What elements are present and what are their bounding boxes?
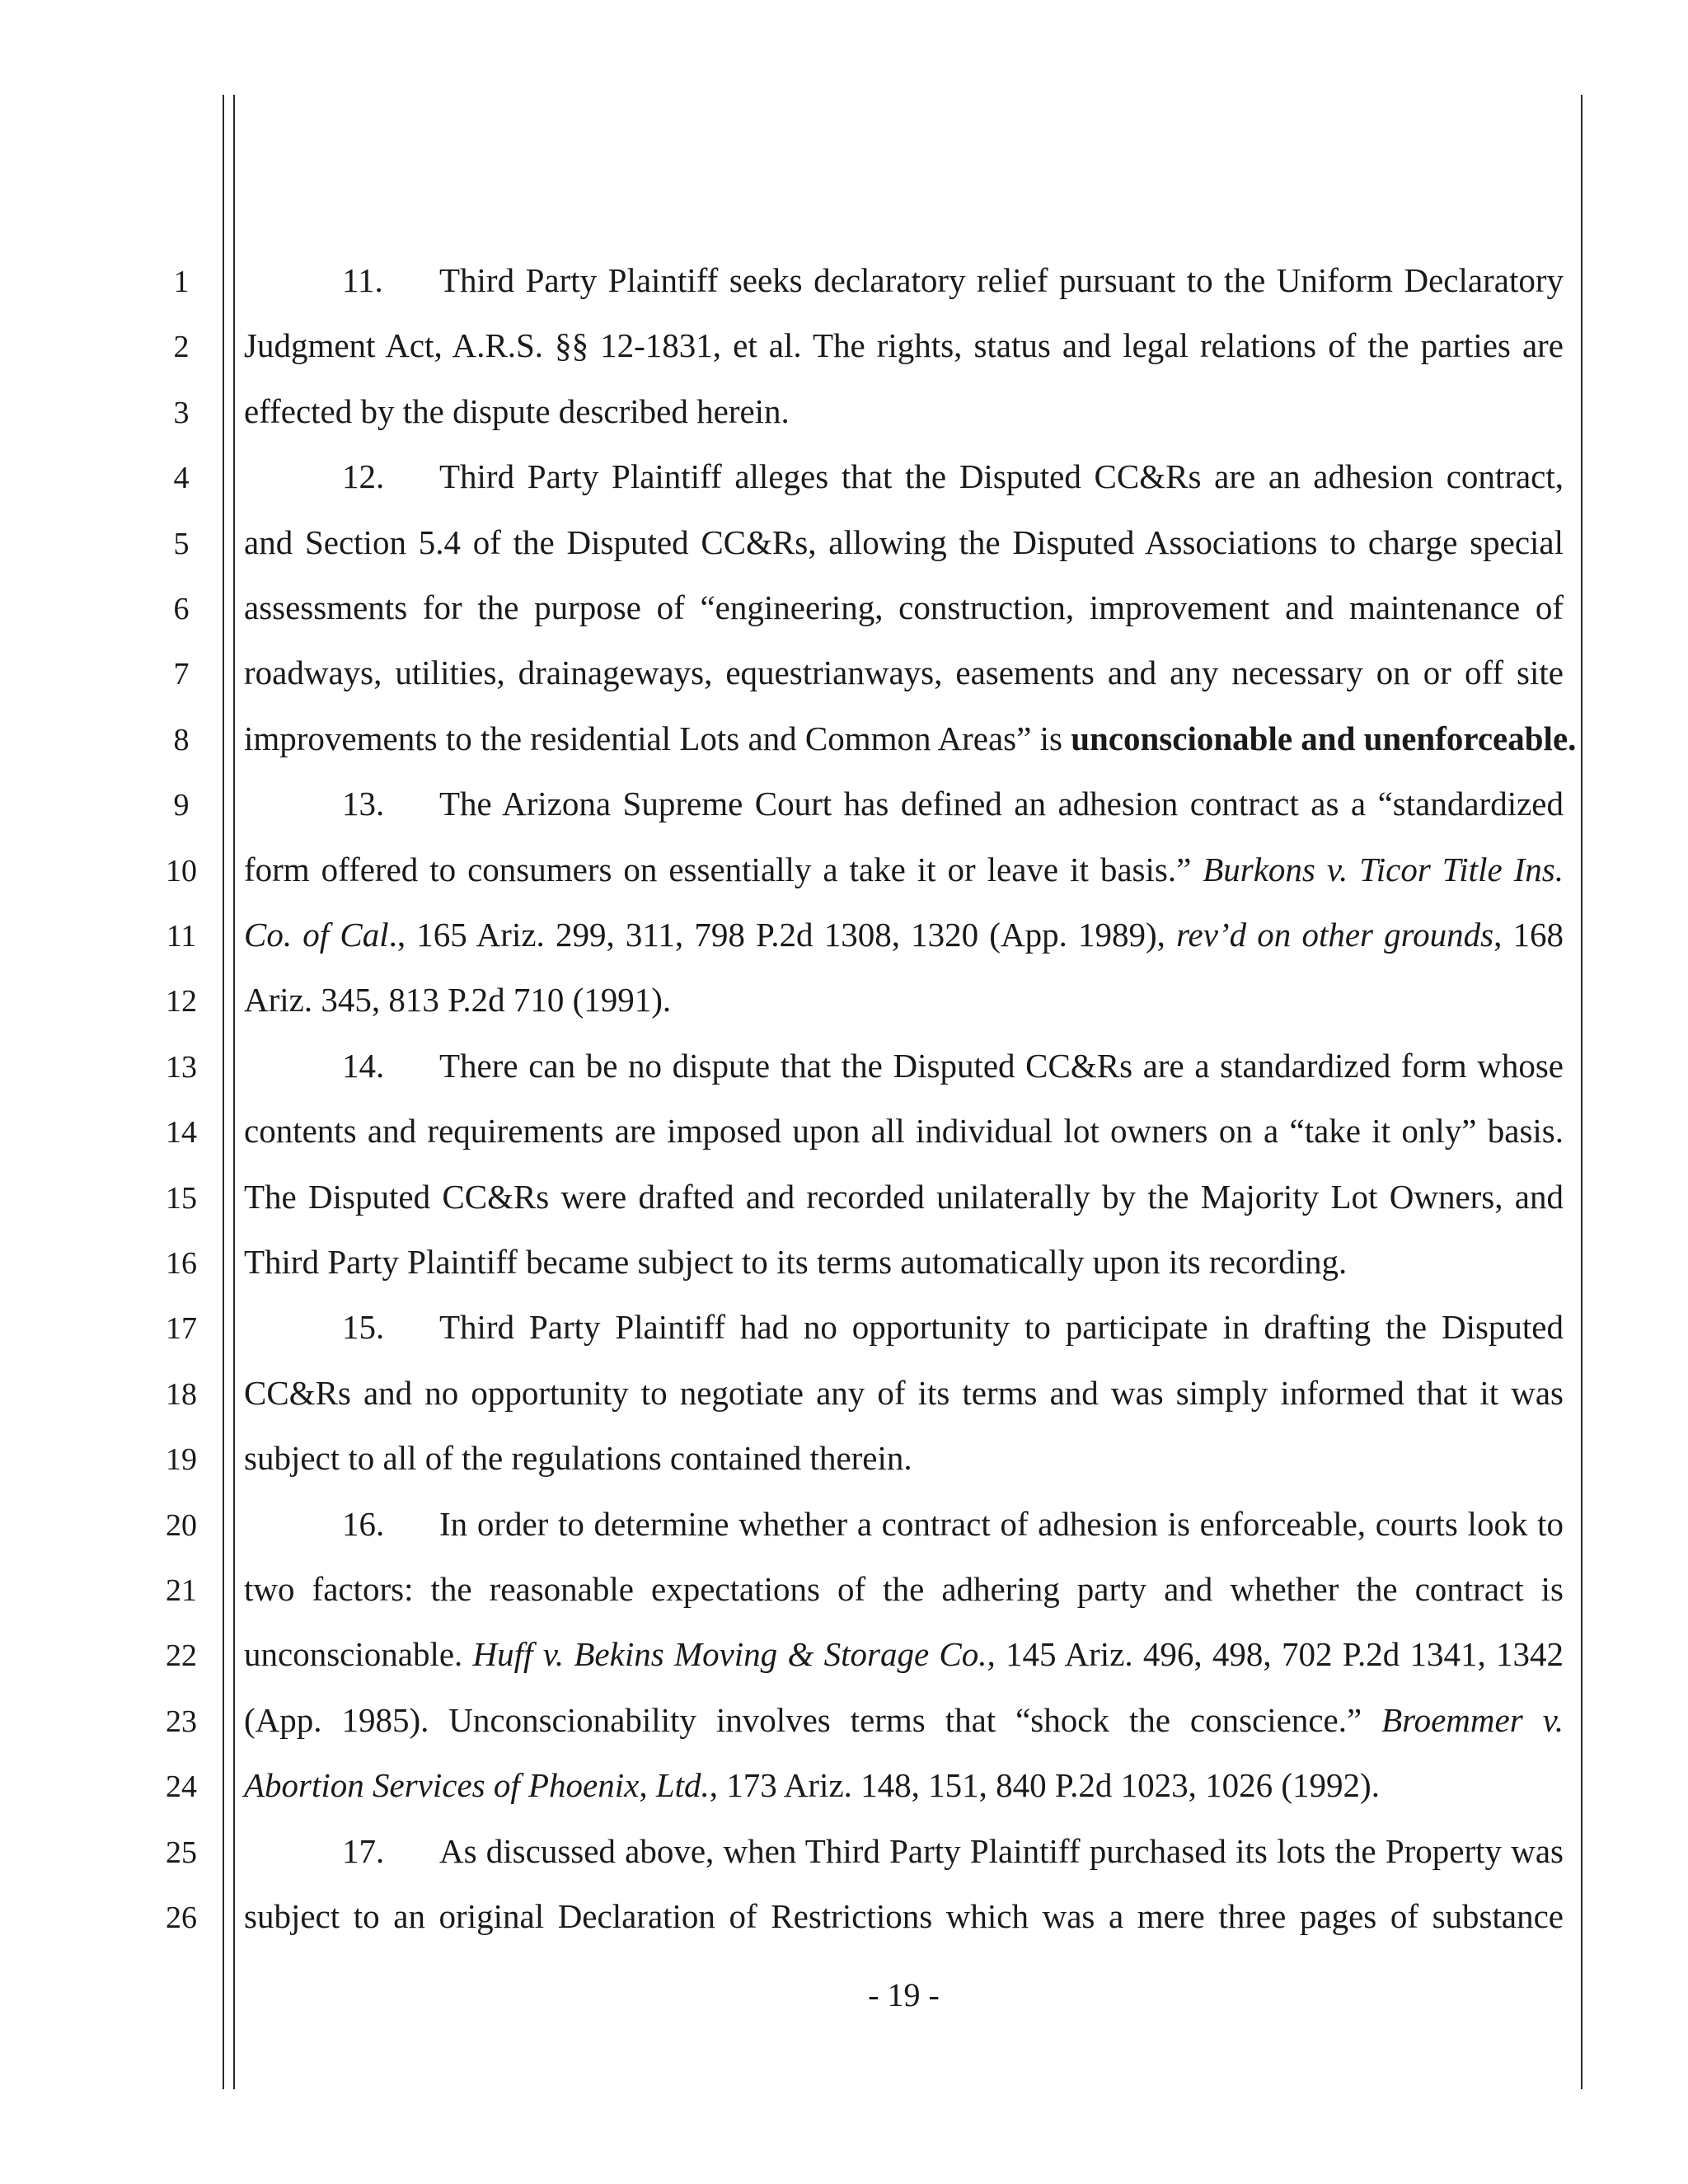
line-number: 22 xyxy=(166,1638,197,1674)
line-number: 14 xyxy=(166,1115,197,1151)
line-number: 10 xyxy=(166,853,197,888)
line-number: 1 xyxy=(173,265,190,299)
text-line xyxy=(244,915,1564,954)
paragraph-number: 15. xyxy=(342,1308,385,1347)
text-run: Third Party Plaintiff alleges that the Disputed CC&Rs are an adhesion contract, xyxy=(439,457,1564,496)
text-run: There can be no dispute that the Disputed CC&Rs are a standardized form whose xyxy=(439,1046,1564,1085)
text-line xyxy=(244,1111,1564,1151)
text-run: contents and requirements are imposed upon all individual lot owners on a “take it only” basis. xyxy=(244,1112,1564,1151)
text-run: Third Party Plaintiff became subject to its terms automatically upon its recording. xyxy=(244,1243,1348,1281)
paragraph-number: 11. xyxy=(342,261,383,299)
paragraph-number: 17. xyxy=(342,1831,385,1870)
text-run: The Disputed CC&Rs were drafted and recorded unilaterally by the Majority Lot Owners, and xyxy=(244,1177,1564,1216)
line-number: 5 xyxy=(173,526,190,561)
line-number: 8 xyxy=(173,722,190,757)
text-run: improvements to the residential Lots and Common Areas” is xyxy=(244,719,1071,757)
line-number: 26 xyxy=(166,1900,197,1935)
text-run: 145 Ariz. 496, 498, 702 P.2d 1341, 1342 xyxy=(995,1635,1564,1674)
text-line xyxy=(244,326,1564,365)
text-run: form offered to consumers on essentially a take it or leave it basis.” xyxy=(244,850,1203,888)
paragraph-number: 16. xyxy=(342,1504,385,1543)
text-line xyxy=(342,1831,1564,1871)
paragraph-number: 14. xyxy=(342,1046,385,1085)
bold-text: unconscionable and unenforceable. xyxy=(1071,719,1577,757)
text-line xyxy=(244,1569,1564,1609)
line-number: 3 xyxy=(173,395,190,430)
line-number: 11 xyxy=(166,919,197,954)
text-line xyxy=(244,1177,1564,1216)
line-number: 7 xyxy=(173,657,190,692)
text-run: roadways, utilities, drainageways, equestrianways, easements and any necessary on or off site xyxy=(244,654,1564,692)
text-line xyxy=(244,1634,1564,1674)
text-line xyxy=(342,457,1564,496)
text-run: The Arizona Supreme Court has defined an adhesion contract as a “standardized xyxy=(439,785,1564,823)
text-run: In order to determine whether a contract of adhesion is enforceable, courts look to xyxy=(439,1504,1564,1543)
text-line xyxy=(244,1373,1564,1413)
text-line xyxy=(342,1046,1564,1085)
text-line xyxy=(244,1896,1564,1936)
line-number: 18 xyxy=(166,1376,197,1412)
line-number: 19 xyxy=(166,1442,197,1478)
line-number: 16 xyxy=(166,1246,197,1281)
line-number: 9 xyxy=(173,788,190,823)
text-line xyxy=(244,1242,1564,1282)
text-run: Third Party Plaintiff had no opportunity to participate in drafting the Disputed xyxy=(439,1308,1564,1347)
text-line xyxy=(244,391,1564,431)
line-number: 20 xyxy=(166,1507,197,1543)
text-run: effected by the dispute described herein. xyxy=(244,391,790,430)
paragraph-number: 12. xyxy=(342,457,385,496)
line-number: 23 xyxy=(166,1704,197,1739)
text-line xyxy=(244,523,1564,562)
text-line xyxy=(244,653,1564,692)
text-line xyxy=(244,1700,1564,1740)
line-number: 2 xyxy=(173,330,190,365)
text-line xyxy=(244,1765,1564,1805)
text-line xyxy=(342,1504,1564,1544)
text-line xyxy=(342,260,1564,300)
text-line xyxy=(342,1307,1564,1347)
text-line xyxy=(244,719,1577,758)
line-number: 24 xyxy=(166,1769,197,1805)
page-number: - 19 - xyxy=(868,1976,940,2013)
text-run: , 168 xyxy=(1493,916,1564,954)
text-line xyxy=(244,980,1564,1019)
left-margin-rule-inner xyxy=(233,95,235,2089)
text-run: Third Party Plaintiff seeks declaratory relief pursuant to the Uniform Declaratory xyxy=(439,261,1564,299)
left-margin-rule-outer xyxy=(223,95,224,2089)
case-citation: rev’d on other grounds xyxy=(1176,916,1494,954)
line-number: 13 xyxy=(166,1049,197,1085)
text-run: unconscionable. xyxy=(244,1635,473,1674)
text-run: assessments for the purpose of “engineering, construction, improvement and maintenance of xyxy=(244,588,1564,626)
text-run: subject to an original Declaration of Restrictions which was a mere three pages of substance xyxy=(244,1897,1564,1935)
line-number: 4 xyxy=(173,461,190,496)
text-run: subject to all of the regulations contained therein. xyxy=(244,1439,912,1478)
text-run: Ariz. 345, 813 P.2d 710 (1991). xyxy=(244,981,672,1019)
right-margin-rule xyxy=(1581,95,1582,2089)
text-run: ., 165 Ariz. 299, 311, 798 P.2d 1308, 1320 (App. 1989), xyxy=(388,916,1177,954)
line-number: 25 xyxy=(166,1835,197,1870)
text-run: two factors: the reasonable expectations of the adhering party and whether the contract is xyxy=(244,1570,1564,1608)
line-number: 21 xyxy=(166,1573,197,1608)
line-number: 12 xyxy=(166,984,197,1019)
line-number: 15 xyxy=(166,1180,197,1216)
text-run: Judgment Act, A.R.S. §§ 12-1831, et al. The rights, status and legal relations of the parties are xyxy=(244,326,1564,365)
text-run: CC&Rs and no opportunity to negotiate any of its terms and was simply informed that it was xyxy=(244,1373,1564,1412)
case-citation: Broemmer v. xyxy=(1381,1700,1564,1739)
case-citation: Huff v. Bekins Moving & Storage Co., xyxy=(472,1635,996,1674)
text-line xyxy=(244,588,1564,627)
case-citation: Abortion Services of Phoenix, Ltd. xyxy=(244,1766,710,1805)
text-run: (App. 1985). Unconscionability involves terms that “shock the conscience.” xyxy=(244,1700,1382,1739)
text-run: , 173 Ariz. 148, 151, 840 P.2d 1023, 1026 (1992). xyxy=(709,1766,1380,1805)
text-line xyxy=(342,784,1564,823)
line-number: 6 xyxy=(173,592,190,626)
text-line xyxy=(244,1438,1564,1478)
case-citation: Co. of Cal xyxy=(244,916,389,954)
paragraph-number: 13. xyxy=(342,785,385,823)
text-run: As discussed above, when Third Party Plaintiff purchased its lots the Property was xyxy=(439,1831,1564,1870)
text-run: and Section 5.4 of the Disputed CC&Rs, allowing the Disputed Associations to charge special xyxy=(244,523,1564,561)
line-number: 17 xyxy=(166,1311,197,1347)
case-citation: Burkons v. Ticor Title Ins. xyxy=(1203,850,1564,888)
text-line xyxy=(244,850,1564,889)
